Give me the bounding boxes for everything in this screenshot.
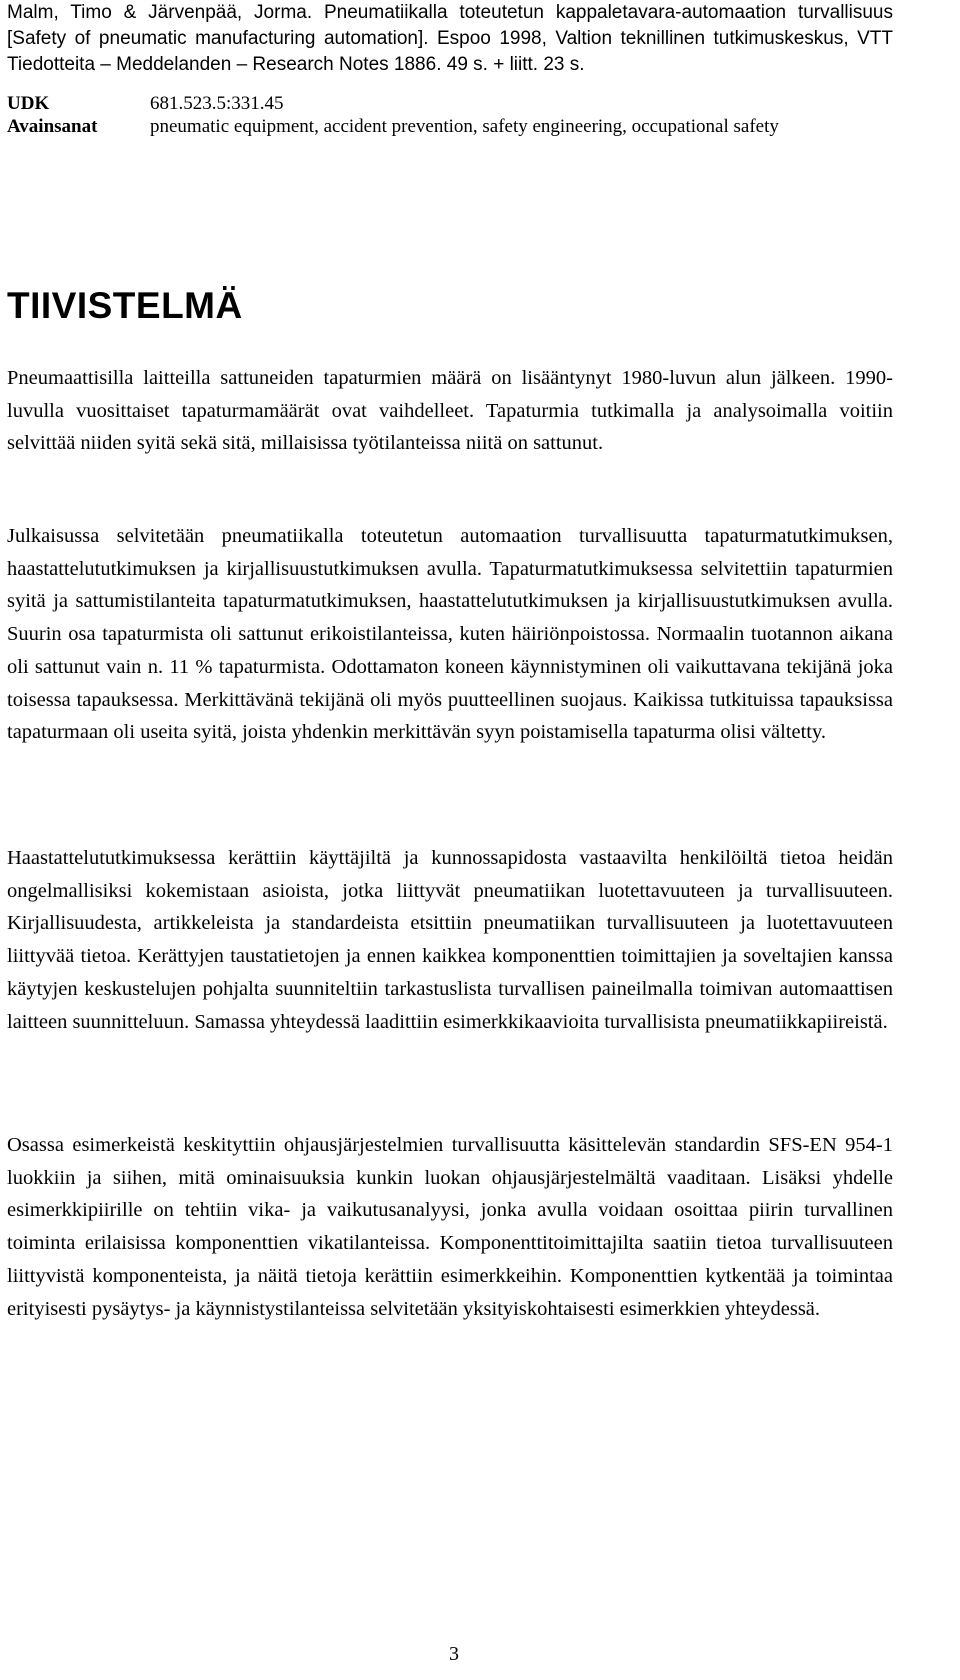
page-number: 3 [449,1643,459,1665]
udk-value: 681.523.5:331.45 [150,93,284,114]
keywords-row [7,114,893,140]
abstract-paragraph-4: Osassa esimerkeistä keskityttiin ohjausjärjestelmien turvallisuutta käsittelevän standardin SFS-EN 954-1 luokkiin ja siihen, mitä ominaisuuksia kunkin luokan ohjausjärjestelmältä vaaditaan. Lisäksi yhdelle esimerkkipiirille on tehtiin vika- ja vaikutusanalyysi, jonka avulla voidaan osoittaa piirin turvallinen toiminta erilaisissa komponenttien vikatilanteissa. Komponenttitoimittajilta saatiin tietoa turvallisuuteen liittyvistä komponenteista, ja näitä tietoja kerättiin esimerkkeihin. Komponenttien kytkentää ja toimintaa erityisesti pysäytys- ja käynnistystilanteissa selvitetään yksityiskohtaisesti esimerkkien yhteydessä. [7,1134,893,1320]
abstract-paragraph-1: Pneumaattisilla laitteilla sattuneiden tapaturmien määrä on lisääntynyt 1980-luvun alun jälkeen. 1990-luvulla vuosittaiset tapaturmamäärät ovat vaihdelleet. Tapaturmia tutkimalla ja analysoimalla voitiin selvittää niiden syitä sekä sitä, millaisissa työtilanteissa niitä on sattunut. [7,367,893,455]
bibliographic-reference: Malm, Timo & Järvenpää, Jorma. Pneumatiikalla toteutetun kappaletavara-automaation turvallisuus [Safety of pneumatic manufacturing automation]. Espoo 1998, Valtion teknillinen tutkimuskeskus, VTT Tiedotteita – Meddelanden – Research Notes 1886. 49 s. + liitt. 23 s. [7,2,893,75]
abstract-paragraph-3: Haastattelututkimuksessa kerättiin käyttäjiltä ja kunnossapidosta vastaavilta henkilöiltä tietoa heidän ongelmallisiksi kokemistaan asioista, jotka liittyvät pneumatiikan luotettavuuteen ja turvallisuuteen. Kirjallisuudesta, artikkeleista ja standardeista etsittiin pneumatiikan turvallisuuteen ja luotettavuuteen liittyvää tietoa. Kerättyjen taustatietojen ja ennen kaikkea komponenttien toimittajien ja soveltajien kanssa käytyjen keskustelujen pohjalta suunniteltiin tarkastuslista turvallisen paineilmalla toimivan automaattisen laitteen suunnitteluun. Samassa yhteydessä laadittiin esimerkkikaavioita turvallisista pneumatiikkapiireistä. [7,847,893,1033]
keywords-label: Avainsanat [7,116,98,137]
abstract-title: TIIVISTELMÄ [7,285,243,326]
udk-label: UDK [7,93,50,114]
keywords-value: pneumatic equipment, accident prevention, safety engineering, occupational safety [150,116,779,137]
abstract-paragraph-2: Julkaisussa selvitetään pneumatiikalla toteutetun automaation turvallisuutta tapaturmatutkimuksen, haastattelututkimuksen ja kirjallisuustutkimuksen avulla. Tapaturmatutkimuksessa selvitettiin tapaturmien syitä ja sattumistilanteita tapaturmatutkimuksen, haastattelututkimuksen ja kirjallisuustutkimuksen avulla. Suurin osa tapaturmista oli sattunut erikoistilanteissa, kuten häiriönpoistossa. Normaalin tuotannon aikana oli sattunut vain n. 11 % tapaturmista. Odottamaton koneen käynnistyminen oli vaikuttavana tekijänä joka toisessa tapauksessa. Merkittävänä tekijänä oli myös puutteellinen suojaus. Kaikissa tutkituissa tapauksissa tapaturmaan oli useita syitä, joista yhdenkin merkittävän syyn poistamisella tapaturma olisi vältetty. [7,525,893,744]
